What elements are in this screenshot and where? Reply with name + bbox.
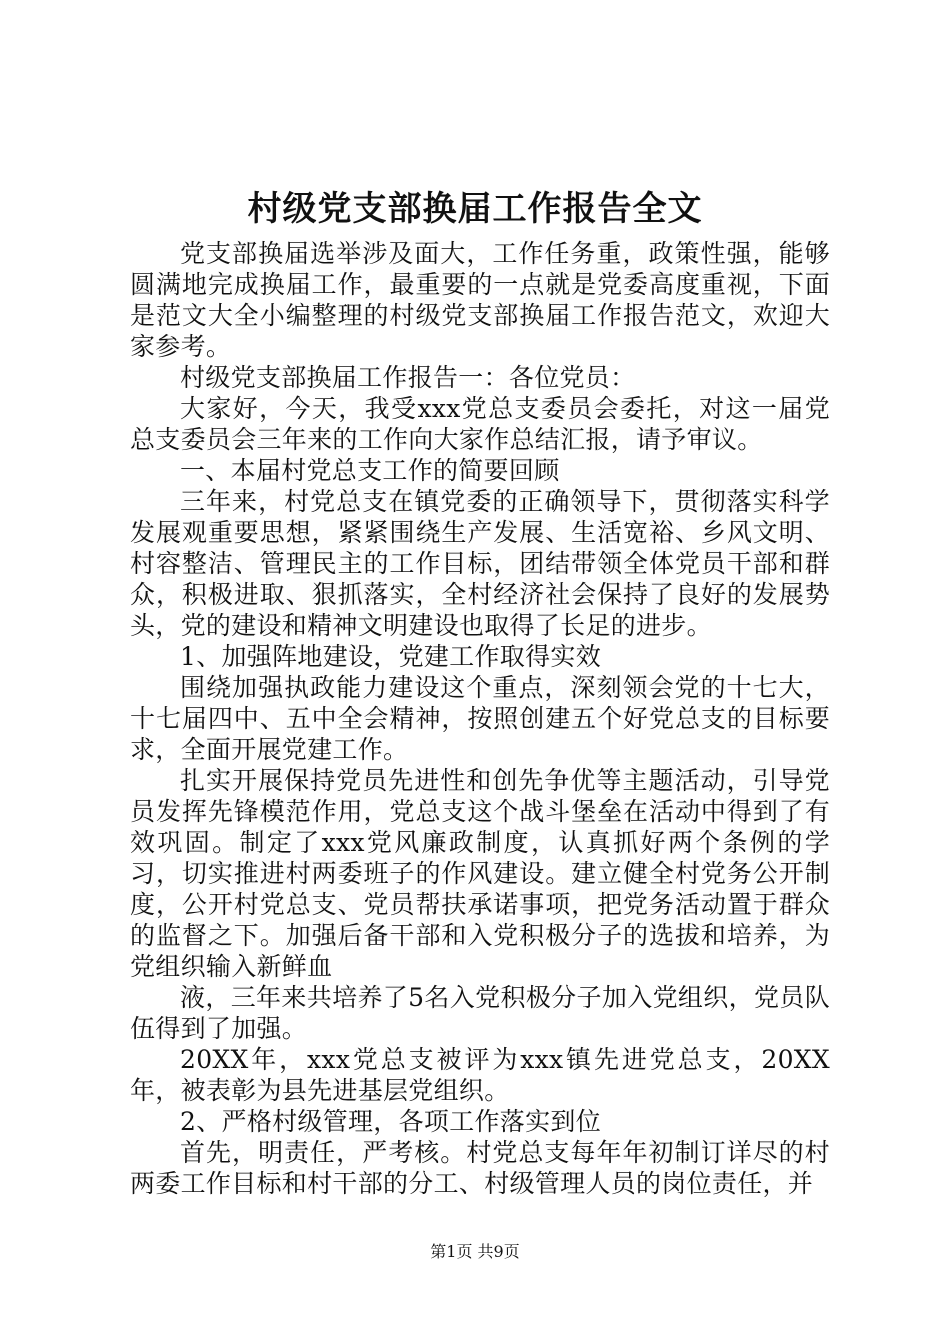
section-heading-review: 一、本届村党总支工作的简要回顾 xyxy=(180,456,560,485)
paragraph-greeting: 大家好，今天，我受xxx党总支委员会委托，对这一届党总支委员会三年来的工作向大家作总结汇报，请予审议。 xyxy=(130,394,830,454)
document-body xyxy=(130,238,830,1199)
paragraph-report-heading: 村级党支部换届工作报告一：各位党员： xyxy=(180,363,636,392)
paragraph-responsibility: 首先，明责任，严考核。村党总支每年年初制订详尽的村两委工作目标和村干部的分工、村级管理人员的岗位责任，并 xyxy=(130,1138,830,1198)
paragraph-training: 液，三年来共培养了5名入党积极分子加入党组织，党员队伍得到了加强。 xyxy=(130,983,830,1043)
paragraph-intro: 党支部换届选举涉及面大，工作任务重，政策性强，能够圆满地完成换届工作，最重要的一点就是党委高度重视，下面是范文大全小编整理的村级党支部换届工作报告范文，欢迎大家参考。 xyxy=(130,239,830,361)
paragraph-activities: 扎实开展保持党员先进性和创先争优等主题活动，引导党员发挥先锋模范作用，党总支这个战斗堡垒在活动中得到了有效巩固。制定了xxx党风廉政制度，认真抓好两个条例的学习，切实推进村两委班子的作风建设。建立健全村党务公开制度，公开村党总支、党员帮扶承诺事项，把党务活动置于群众的监督之下。加强后备干部和入党积极分子的选拔和培养，为党组织输入新鲜血 xyxy=(130,766,830,981)
paragraph-three-years: 三年来，村党总支在镇党委的正确领导下，贯彻落实科学发展观重要思想，紧紧围绕生产发展、生活宽裕、乡风文明、村容整洁、管理民主的工作目标，团结带领全体党员干部和群众，积极进取、狠抓落实，全村经济社会保持了良好的发展势头，党的建设和精神文明建设也取得了长足的进步。 xyxy=(130,487,830,640)
paragraph-capacity-building: 围绕加强执政能力建设这个重点，深刻领会党的十七大，十七届四中、五中全会精神，按照创建五个好党总支的目标要求，全面开展党建工作。 xyxy=(130,673,830,764)
subsection-heading-2: 2、严格村级管理，各项工作落实到位 xyxy=(180,1107,602,1136)
subsection-heading-1: 1、加强阵地建设，党建工作取得实效 xyxy=(180,642,602,671)
paragraph-awards: 20XX年，xxx党总支被评为xxx镇先进党总支，20XX年，被表彰为县先进基层党组织。 xyxy=(130,1045,830,1105)
page-number-footer: 第1页 共9页 xyxy=(430,1242,520,1261)
document-title: 村级党支部换届工作报告全文 xyxy=(247,189,703,229)
